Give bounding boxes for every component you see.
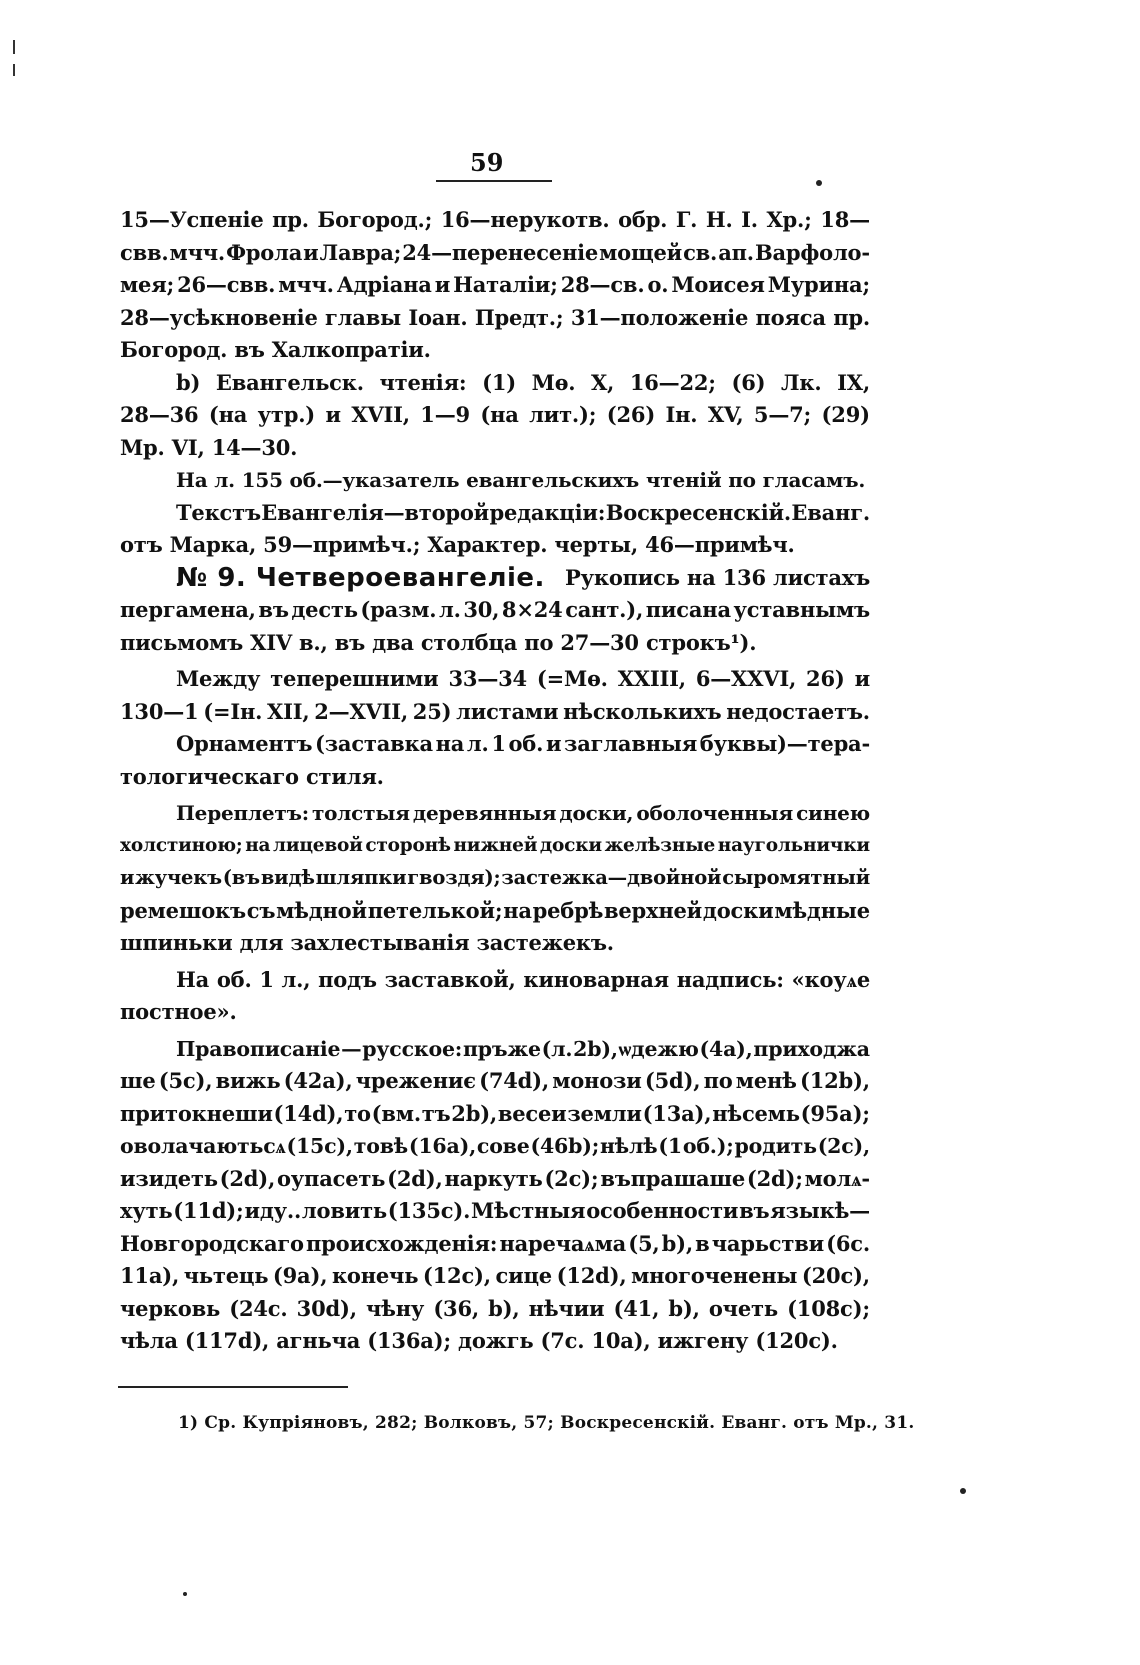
entry-heading-line: [120, 562, 870, 595]
text-line: оволачаютьсѧ (15с), товѣ (16а), сове (46b); нѣлѣ (1 об.); родить (2с),: [120, 1134, 870, 1158]
text-line: Орнаментъ (заставка на л. 1 об. и заглавныя буквы)—тера-: [176, 731, 870, 756]
text-line: черковь (24с. 30d), чѣну (36, b), нѣчии (41, b), очеть (108с);: [120, 1295, 870, 1321]
text-line: На л. 155 об.—указатель евангельскихъ чтеній по гласамъ.: [176, 468, 866, 492]
scan-speck: [960, 1488, 966, 1494]
text-line: постное».: [120, 999, 237, 1024]
text-line: ремешокъ съ мѣдной петелькой; на ребрѣ верхней доски мѣдные: [120, 897, 870, 923]
text-line: b) Евангельск. чтенія: (1) Мѳ. X, 16—22; (6) Лк. IX,: [176, 369, 870, 395]
text-line: 11а), чьтець (9а), конечь (12с), сице (12d), многоченены (20с),: [120, 1263, 870, 1288]
text-line: изидеть (2d), оупасеть (2d), наркуть (2с); въпрашаше (2d); молѧ-: [120, 1165, 870, 1191]
text-line: Правописаніе — русское: пръже (л. 2b), ѡдежю (4а), приходжа: [176, 1036, 870, 1061]
text-line: Мр. VI, 14—30.: [120, 434, 298, 460]
body-text: [120, 204, 870, 1358]
margin-mark: [13, 40, 15, 54]
text-line: Переплетъ: толстыя деревянныя доски, оболоченныя синею: [176, 801, 870, 825]
scan-speck: [183, 1592, 187, 1596]
text-line: тологическаго стиля.: [120, 763, 384, 789]
text-line: Текстъ Евангелія—второй редакціи: Воскресенскій. Еванг.: [176, 499, 870, 525]
entry-heading: № 9. Четвероевангеліе.: [176, 562, 545, 593]
text-line: 15—Успеніе пр. Богород.; 16—нерукотв. обр. Г. Н. І. Хр.; 18—: [120, 207, 870, 232]
text-line: притокнеши (14d), то (вм. тъ 2b), весеи земли (13а), нѣсемь (95а);: [120, 1100, 870, 1126]
text-line: Новгородскаго происхожденія: наречаѧма (5, b), в чарьстви (6с.: [120, 1230, 870, 1256]
text-line: холстиною; на лицевой сторонѣ нижней доски желѣзные наугольнички: [120, 834, 870, 856]
text-line: 130—1 (=Ін. XII, 2—XVII, 25) листами нѣсколькихъ недостаетъ.: [120, 698, 870, 724]
text-line: пергамена, въ десть (разм. л. 30, 8×24 сант.), писана уставнымъ: [120, 597, 870, 622]
entry-heading-rest: Рукопись на 136 листахъ: [565, 564, 870, 590]
text-line: чѣла (117d), агньча (136а); дожгь (7с. 10а), ижгену (120с).: [120, 1328, 838, 1353]
page-number-rule: [436, 180, 552, 182]
text-line: 28—усѣкновеніе главы Іоан. Предт.; 31—положеніе пояса пр.: [120, 304, 870, 330]
page-number: 59: [470, 148, 504, 177]
text-line: и жучекъ (въ видѣ шляпки гвоздя); застежка—двойной сыромятный: [120, 866, 870, 889]
text-line: На об. 1 л., подъ заставкой, киноварная надпись: «коуѧе: [176, 966, 870, 992]
text-line: Богород. въ Халкопратіи.: [120, 337, 431, 362]
scan-speck: [816, 180, 822, 186]
text-line: письмомъ XIV в., въ два столбца по 27—30 строкъ¹).: [120, 629, 757, 655]
footnote: 1) Ср. Купріяновъ, 282; Волковъ, 57; Воскресенскій. Еванг. отъ Мр., 31.: [178, 1413, 915, 1433]
text-line: ше (5с), вижь (42а), чрежениє (74d), монози (5d), по менѣ (12b),: [120, 1068, 870, 1093]
text-line: свв. мчч. Фрола и Лавра; 24—перенесеніе мощей св. ап. Варфоло-: [120, 239, 870, 265]
text-line: 28—36 (на утр.) и XVII, 1—9 (на лит.); (26) Ін. XV, 5—7; (29): [120, 402, 870, 427]
text-line: мея; 26—свв. мчч. Адріана и Наталіи; 28—св. о. Моисея Мурина;: [120, 272, 870, 297]
text-line: хуть (11d); иду.. ловить (135с). Мѣстныя особенности въ языкѣ—: [120, 1198, 870, 1223]
text-line: шпиньки для захлестыванія застежекъ.: [120, 930, 614, 955]
text-line: Между теперешними 33—34 (=Мѳ. XXIII, 6—XXVI, 26) и: [176, 666, 870, 691]
footnote-rule: [118, 1386, 348, 1388]
text-line: отъ Марка, 59—примѣч.; Характер. черты, 46—примѣч.: [120, 532, 795, 557]
margin-mark: [13, 64, 15, 76]
